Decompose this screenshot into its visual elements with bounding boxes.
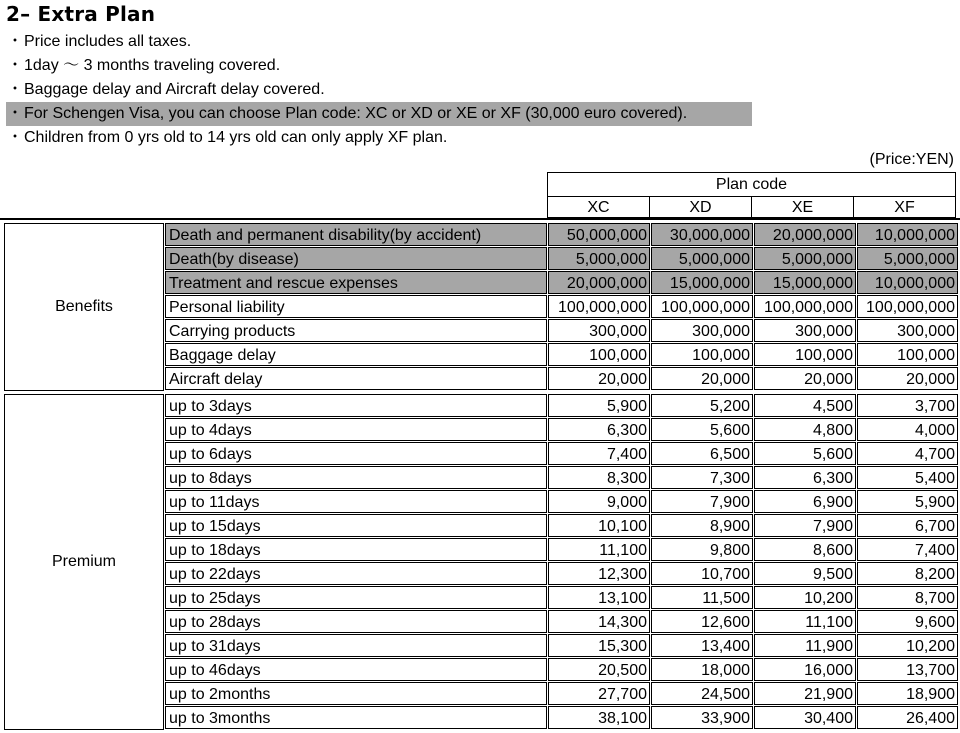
bullet: ・ <box>6 33 23 50</box>
value-cell: 11,100 <box>548 538 650 561</box>
value-cell: 5,000,000 <box>857 247 958 270</box>
value-cell: 8,600 <box>754 538 856 561</box>
value-cell: 5,600 <box>651 418 753 441</box>
value-cell: 6,700 <box>857 514 958 537</box>
value-cell: 100,000 <box>548 343 650 366</box>
value-cell: 10,200 <box>754 586 856 609</box>
value-cell: 100,000 <box>651 343 753 366</box>
value-cell: 5,600 <box>754 442 856 465</box>
table-row <box>164 610 960 634</box>
value-cell: 5,000,000 <box>754 247 856 270</box>
value-cell: 9,600 <box>857 610 958 633</box>
value-cell: 33,900 <box>651 706 753 729</box>
benefits-label: Benefits <box>4 223 164 391</box>
value-cell: 300,000 <box>651 319 753 342</box>
table-row <box>164 466 960 490</box>
value-cell: 13,400 <box>651 634 753 657</box>
plan-code-xc: XC <box>548 197 650 218</box>
table-row <box>164 295 960 319</box>
row-label: up to 3months <box>165 706 547 729</box>
bullet: ・ <box>6 129 23 146</box>
row-label: Treatment and rescue expenses <box>165 271 547 294</box>
table-row <box>164 706 960 730</box>
note-item <box>6 30 766 54</box>
benefits-rows <box>164 223 960 391</box>
row-label: Aircraft delay <box>165 367 547 390</box>
note-text: Baggage delay and Aircraft delay covered. <box>24 81 325 98</box>
value-cell: 7,900 <box>754 514 856 537</box>
table-row <box>164 514 960 538</box>
note-text: Price includes all taxes. <box>24 33 192 50</box>
table-row <box>164 367 960 391</box>
value-cell: 8,900 <box>651 514 753 537</box>
table-row <box>164 223 960 247</box>
value-cell: 4,800 <box>754 418 856 441</box>
value-cell: 300,000 <box>754 319 856 342</box>
note-item <box>6 54 766 78</box>
value-cell: 16,000 <box>754 658 856 681</box>
value-cell: 20,000 <box>651 367 753 390</box>
table-row <box>164 442 960 466</box>
value-cell: 15,000,000 <box>651 271 753 294</box>
row-label: up to 31days <box>165 634 547 657</box>
value-cell: 5,000,000 <box>548 247 650 270</box>
value-cell: 10,000,000 <box>857 271 958 294</box>
value-cell: 26,400 <box>857 706 958 729</box>
row-label: up to 6days <box>165 442 547 465</box>
value-cell: 50,000,000 <box>548 223 650 246</box>
bullet: ・ <box>6 57 23 74</box>
value-cell: 6,900 <box>754 490 856 513</box>
plan-code-xe: XE <box>752 197 854 218</box>
bullet: ・ <box>6 81 23 98</box>
value-cell: 18,000 <box>651 658 753 681</box>
plan-code-xf: XF <box>894 199 915 216</box>
value-cell: 7,400 <box>548 442 650 465</box>
value-cell: 100,000 <box>857 343 958 366</box>
value-cell: 5,900 <box>857 490 958 513</box>
table-row <box>164 343 960 367</box>
row-label: up to 18days <box>165 538 547 561</box>
value-cell: 8,300 <box>548 466 650 489</box>
premium-rows <box>164 394 960 730</box>
value-cell: 12,600 <box>651 610 753 633</box>
row-label: Carrying products <box>165 319 547 342</box>
value-cell: 11,900 <box>754 634 856 657</box>
value-cell: 8,700 <box>857 586 958 609</box>
note-item <box>6 126 766 150</box>
table-row <box>164 538 960 562</box>
note-text: Children from 0 yrs old to 14 yrs old can only apply XF plan. <box>24 129 448 146</box>
value-cell: 5,900 <box>548 394 650 417</box>
value-cell: 24,500 <box>651 682 753 705</box>
row-label: up to 8days <box>165 466 547 489</box>
value-cell: 20,000 <box>857 367 958 390</box>
row-label: up to 11days <box>165 490 547 513</box>
value-cell: 13,700 <box>857 658 958 681</box>
value-cell: 8,200 <box>857 562 958 585</box>
row-label: Personal liability <box>165 295 547 318</box>
value-cell: 5,200 <box>651 394 753 417</box>
value-cell: 20,000,000 <box>754 223 856 246</box>
row-label: Death(by disease) <box>165 247 547 270</box>
value-cell: 20,000,000 <box>548 271 650 294</box>
row-label: up to 22days <box>165 562 547 585</box>
table-row <box>164 586 960 610</box>
notes-list <box>6 30 766 150</box>
value-cell: 5,400 <box>857 466 958 489</box>
value-cell: 6,300 <box>754 466 856 489</box>
value-cell: 100,000,000 <box>857 295 958 318</box>
table-row <box>164 271 960 295</box>
row-label: up to 25days <box>165 586 547 609</box>
price-table <box>0 218 960 731</box>
value-cell: 10,200 <box>857 634 958 657</box>
value-cell: 7,900 <box>651 490 753 513</box>
table-row <box>164 682 960 706</box>
plan-code-xd: XD <box>650 197 752 218</box>
value-cell: 13,100 <box>548 586 650 609</box>
value-cell: 15,300 <box>548 634 650 657</box>
table-row <box>164 562 960 586</box>
table-row <box>164 394 960 418</box>
value-cell: 30,400 <box>754 706 856 729</box>
premium-label: Premium <box>4 394 164 730</box>
value-cell: 9,800 <box>651 538 753 561</box>
value-cell: 11,500 <box>651 586 753 609</box>
table-row <box>164 418 960 442</box>
value-cell: 18,900 <box>857 682 958 705</box>
value-cell: 38,100 <box>548 706 650 729</box>
value-cell: 20,000 <box>754 367 856 390</box>
value-cell: 30,000,000 <box>651 223 753 246</box>
row-label: up to 46days <box>165 658 547 681</box>
value-cell: 9,500 <box>754 562 856 585</box>
value-cell: 3,700 <box>857 394 958 417</box>
note-text: 1day 〜 3 months traveling covered. <box>24 57 281 74</box>
value-cell: 300,000 <box>548 319 650 342</box>
value-cell: 21,900 <box>754 682 856 705</box>
row-label: Baggage delay <box>165 343 547 366</box>
table-row <box>164 319 960 343</box>
price-unit-label: (Price:YEN) <box>869 151 954 168</box>
value-cell: 15,000,000 <box>754 271 856 294</box>
plan-code-header <box>547 172 956 218</box>
value-cell: 10,100 <box>548 514 650 537</box>
value-cell: 100,000,000 <box>651 295 753 318</box>
page-title: 2– Extra Plan <box>6 2 156 26</box>
plan-code-columns <box>548 197 955 218</box>
table-row <box>164 634 960 658</box>
value-cell: 14,300 <box>548 610 650 633</box>
value-cell: 20,000 <box>548 367 650 390</box>
note-item <box>6 78 766 102</box>
value-cell: 4,000 <box>857 418 958 441</box>
table-row <box>164 490 960 514</box>
row-label: up to 3days <box>165 394 547 417</box>
note-text: For Schengen Visa, you can choose Plan code: XC or XD or XE or XF (30,000 euro covered). <box>24 105 688 122</box>
row-label: up to 15days <box>165 514 547 537</box>
value-cell: 9,000 <box>548 490 650 513</box>
value-cell: 10,700 <box>651 562 753 585</box>
value-cell: 100,000,000 <box>548 295 650 318</box>
table-row <box>164 658 960 682</box>
value-cell: 10,000,000 <box>857 223 958 246</box>
table-row <box>164 247 960 271</box>
value-cell: 4,500 <box>754 394 856 417</box>
value-cell: 100,000 <box>754 343 856 366</box>
value-cell: 20,500 <box>548 658 650 681</box>
plan-code-label: Plan code <box>548 173 955 197</box>
value-cell: 100,000,000 <box>754 295 856 318</box>
row-label: up to 2months <box>165 682 547 705</box>
value-cell: 12,300 <box>548 562 650 585</box>
value-cell: 11,100 <box>754 610 856 633</box>
bullet: ・ <box>6 105 23 122</box>
row-label: up to 4days <box>165 418 547 441</box>
value-cell: 300,000 <box>857 319 958 342</box>
note-item-highlighted <box>6 102 752 126</box>
value-cell: 4,700 <box>857 442 958 465</box>
row-label: Death and permanent disability(by accident) <box>165 223 547 246</box>
value-cell: 5,000,000 <box>651 247 753 270</box>
row-label: up to 28days <box>165 610 547 633</box>
value-cell: 27,700 <box>548 682 650 705</box>
value-cell: 7,400 <box>857 538 958 561</box>
value-cell: 6,500 <box>651 442 753 465</box>
value-cell: 6,300 <box>548 418 650 441</box>
value-cell: 7,300 <box>651 466 753 489</box>
